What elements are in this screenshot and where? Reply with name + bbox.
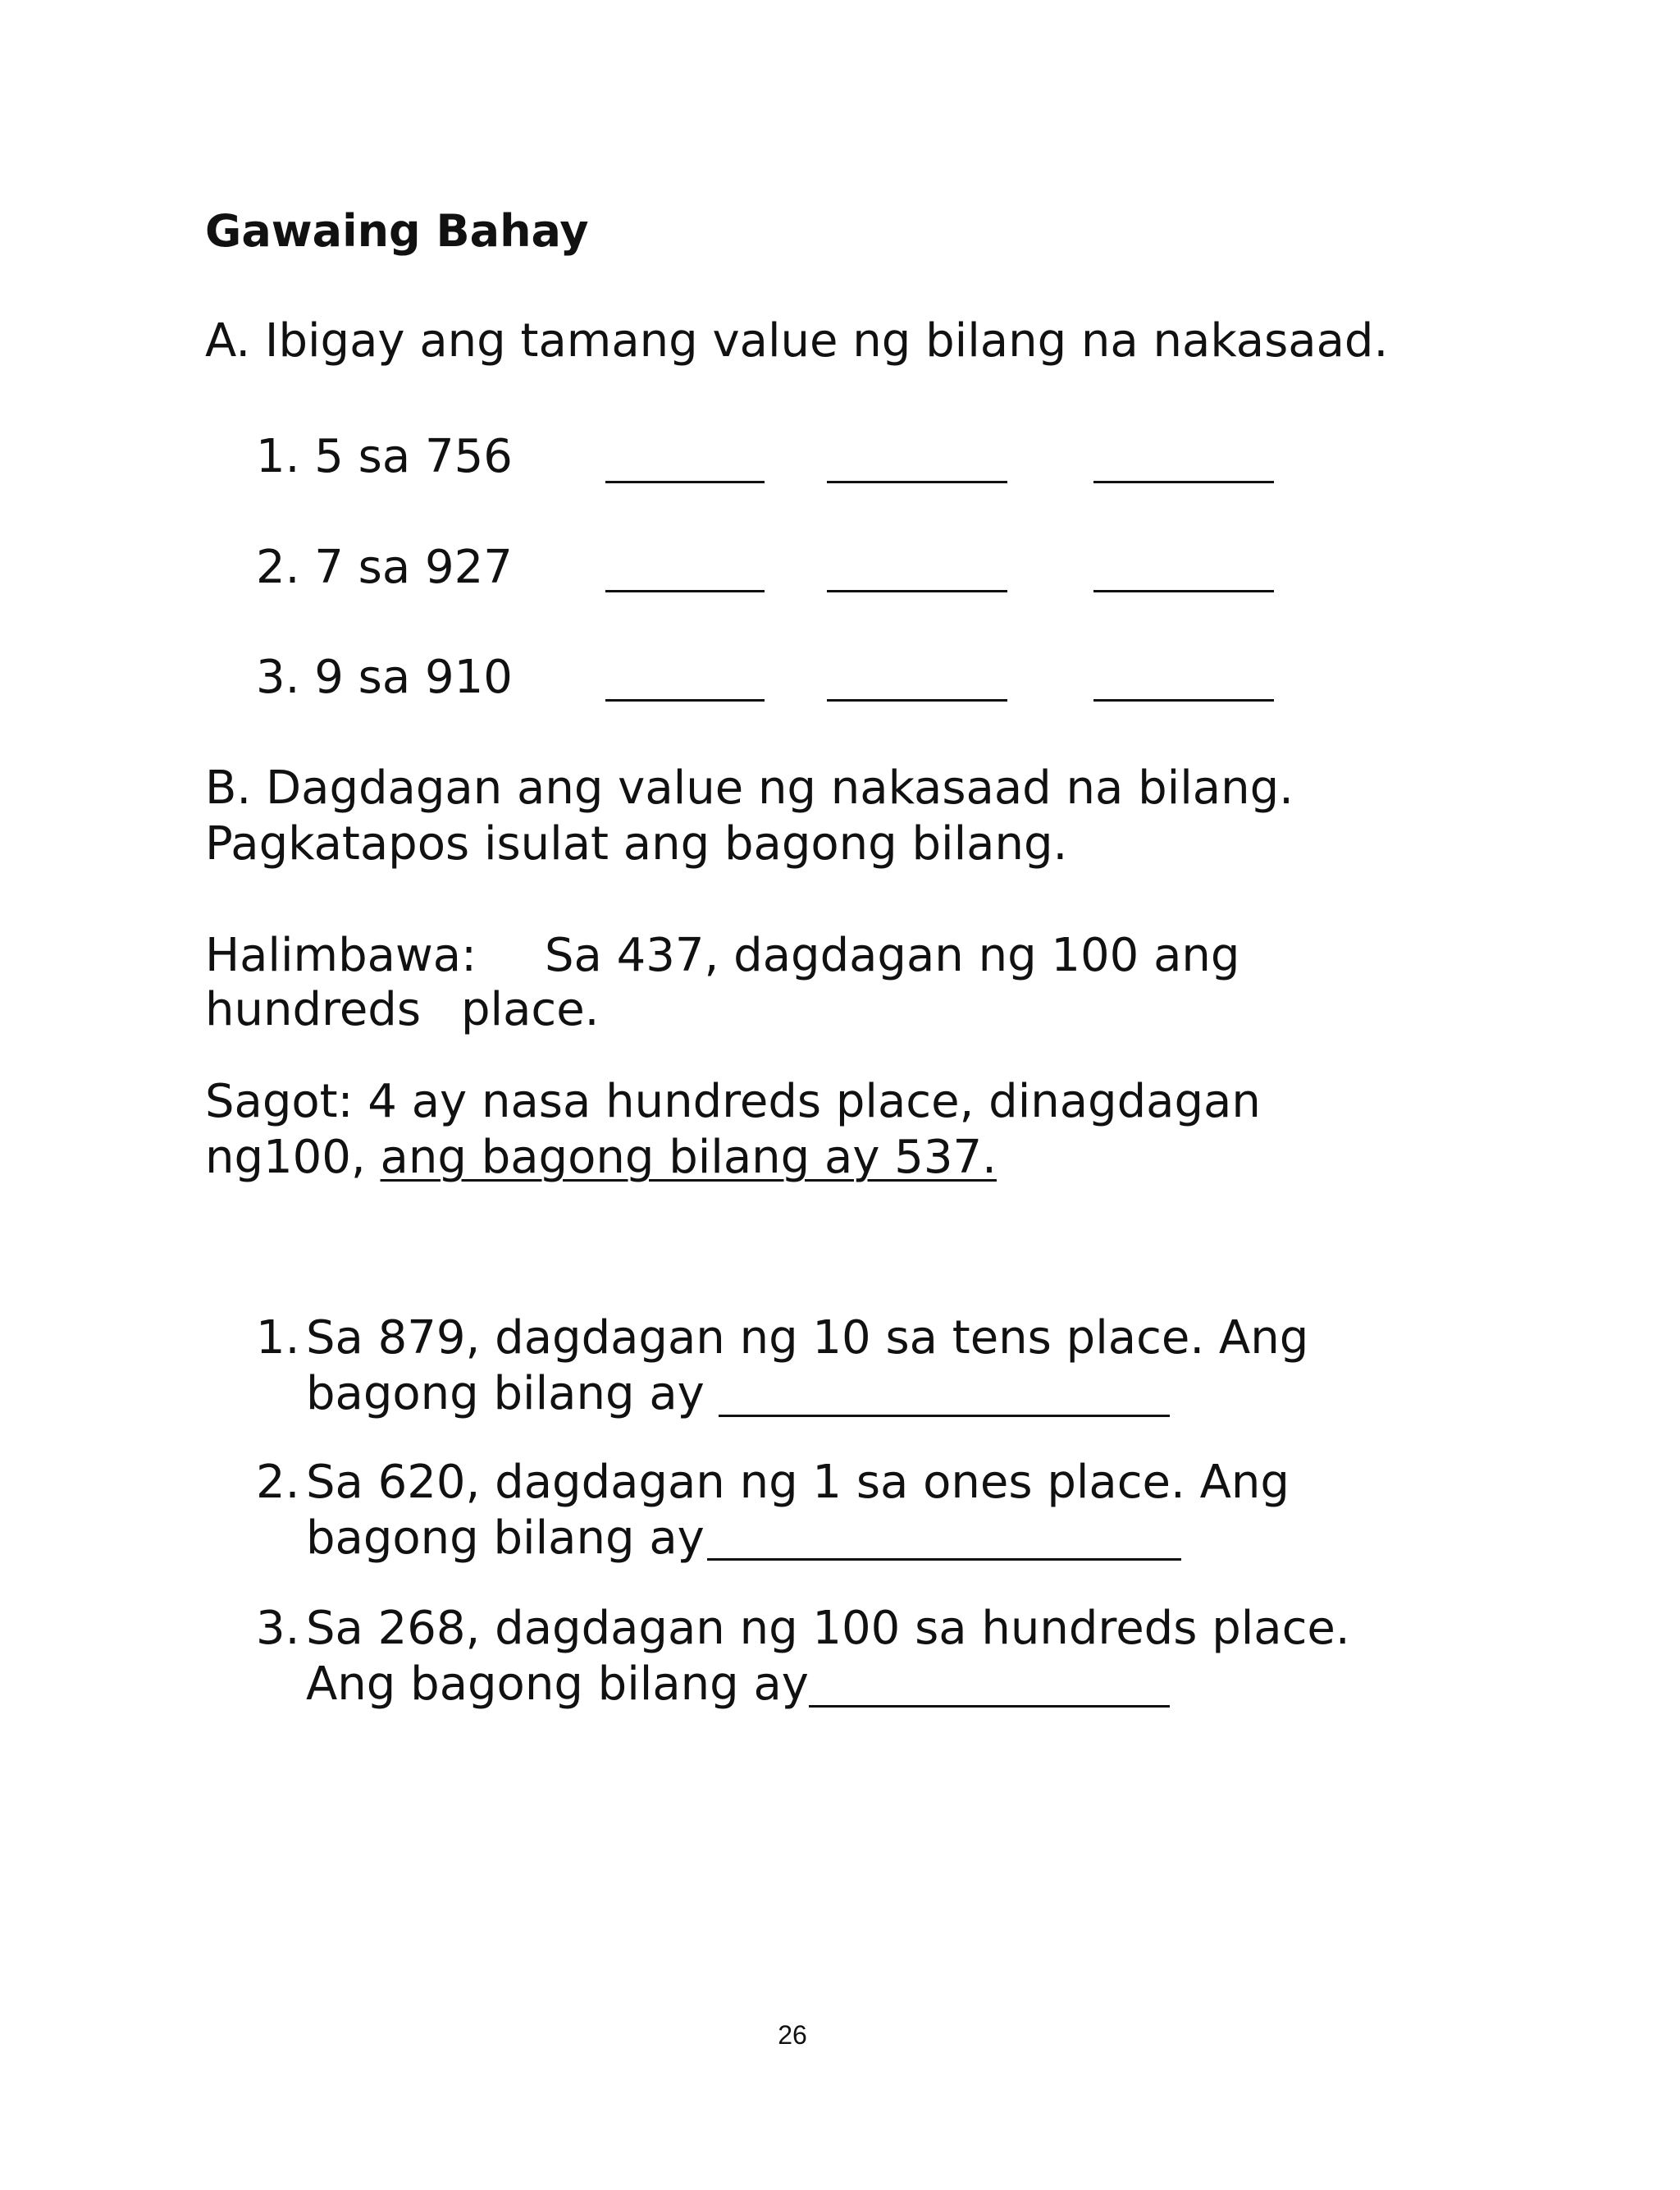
section-b-item-1-line-1: Sa 879, dagdagan ng 10 sa tens place. Ang <box>306 1311 1309 1365</box>
section-b-item-1-number: 1. <box>256 1311 300 1365</box>
section-b-item-2-line-2: bagong bilang ay <box>306 1511 705 1565</box>
example-text-line-2b: place. <box>461 983 600 1036</box>
section-b-item-2-number: 2. <box>256 1456 300 1509</box>
section-a-item-2-label: 2. 7 sa 927 <box>256 541 513 594</box>
section-b-item-3-answer-blank[interactable] <box>809 1705 1170 1708</box>
section-b-item-3-line-2: Ang bagong bilang ay <box>306 1657 809 1711</box>
section-a-item-2-blank-1[interactable] <box>605 590 765 592</box>
answer-line-2 <box>205 1131 997 1185</box>
section-b-item-2-answer-blank[interactable] <box>707 1558 1181 1561</box>
section-b-item-3-line-1: Sa 268, dagdagan ng 100 sa hundreds place. <box>306 1602 1350 1655</box>
section-a-item-3-blank-1[interactable] <box>605 699 765 702</box>
section-a-item-1-blank-1[interactable] <box>605 481 765 483</box>
example-label: Halimbawa: <box>205 929 477 982</box>
answer-line-2-underlined: ang bagong bilang ay 537. <box>380 1131 997 1184</box>
section-b-instruction-line-1: B. Dagdagan ang value ng nakasaad na bilang. <box>205 761 1294 815</box>
answer-line-1: Sagot: 4 ay nasa hundreds place, dinagdagan <box>205 1075 1261 1128</box>
section-b-item-1-line-2: bagong bilang ay <box>306 1367 705 1420</box>
section-a-item-1-blank-2[interactable] <box>827 481 1007 483</box>
example-text: Sa 437, dagdagan ng 100 ang <box>545 929 1240 982</box>
section-b-instruction-line-2: Pagkatapos isulat ang bagong bilang. <box>205 817 1068 871</box>
section-a-item-3-blank-3[interactable] <box>1093 699 1274 702</box>
section-a-item-1-label: 1. 5 sa 756 <box>256 430 513 483</box>
section-b-item-1-answer-blank[interactable] <box>719 1415 1170 1417</box>
section-b-item-3-number: 3. <box>256 1602 300 1655</box>
page-title: Gawaing Bahay <box>205 205 589 257</box>
section-a-item-3-label: 3. 9 sa 910 <box>256 651 513 704</box>
section-a-item-2-blank-3[interactable] <box>1093 590 1274 592</box>
answer-line-2-prefix: ng100, <box>205 1131 381 1184</box>
section-a-item-3-blank-2[interactable] <box>827 699 1007 702</box>
section-b-item-2-line-1: Sa 620, dagdagan ng 1 sa ones place. Ang <box>306 1456 1290 1509</box>
section-a-item-2-blank-2[interactable] <box>827 590 1007 592</box>
section-a-item-1-blank-3[interactable] <box>1093 481 1274 483</box>
example-text-line-2a: hundreds <box>205 983 421 1036</box>
section-a-instruction: A. Ibigay ang tamang value ng bilang na nakasaad. <box>205 314 1389 368</box>
page-number: 26 <box>778 2020 807 2050</box>
